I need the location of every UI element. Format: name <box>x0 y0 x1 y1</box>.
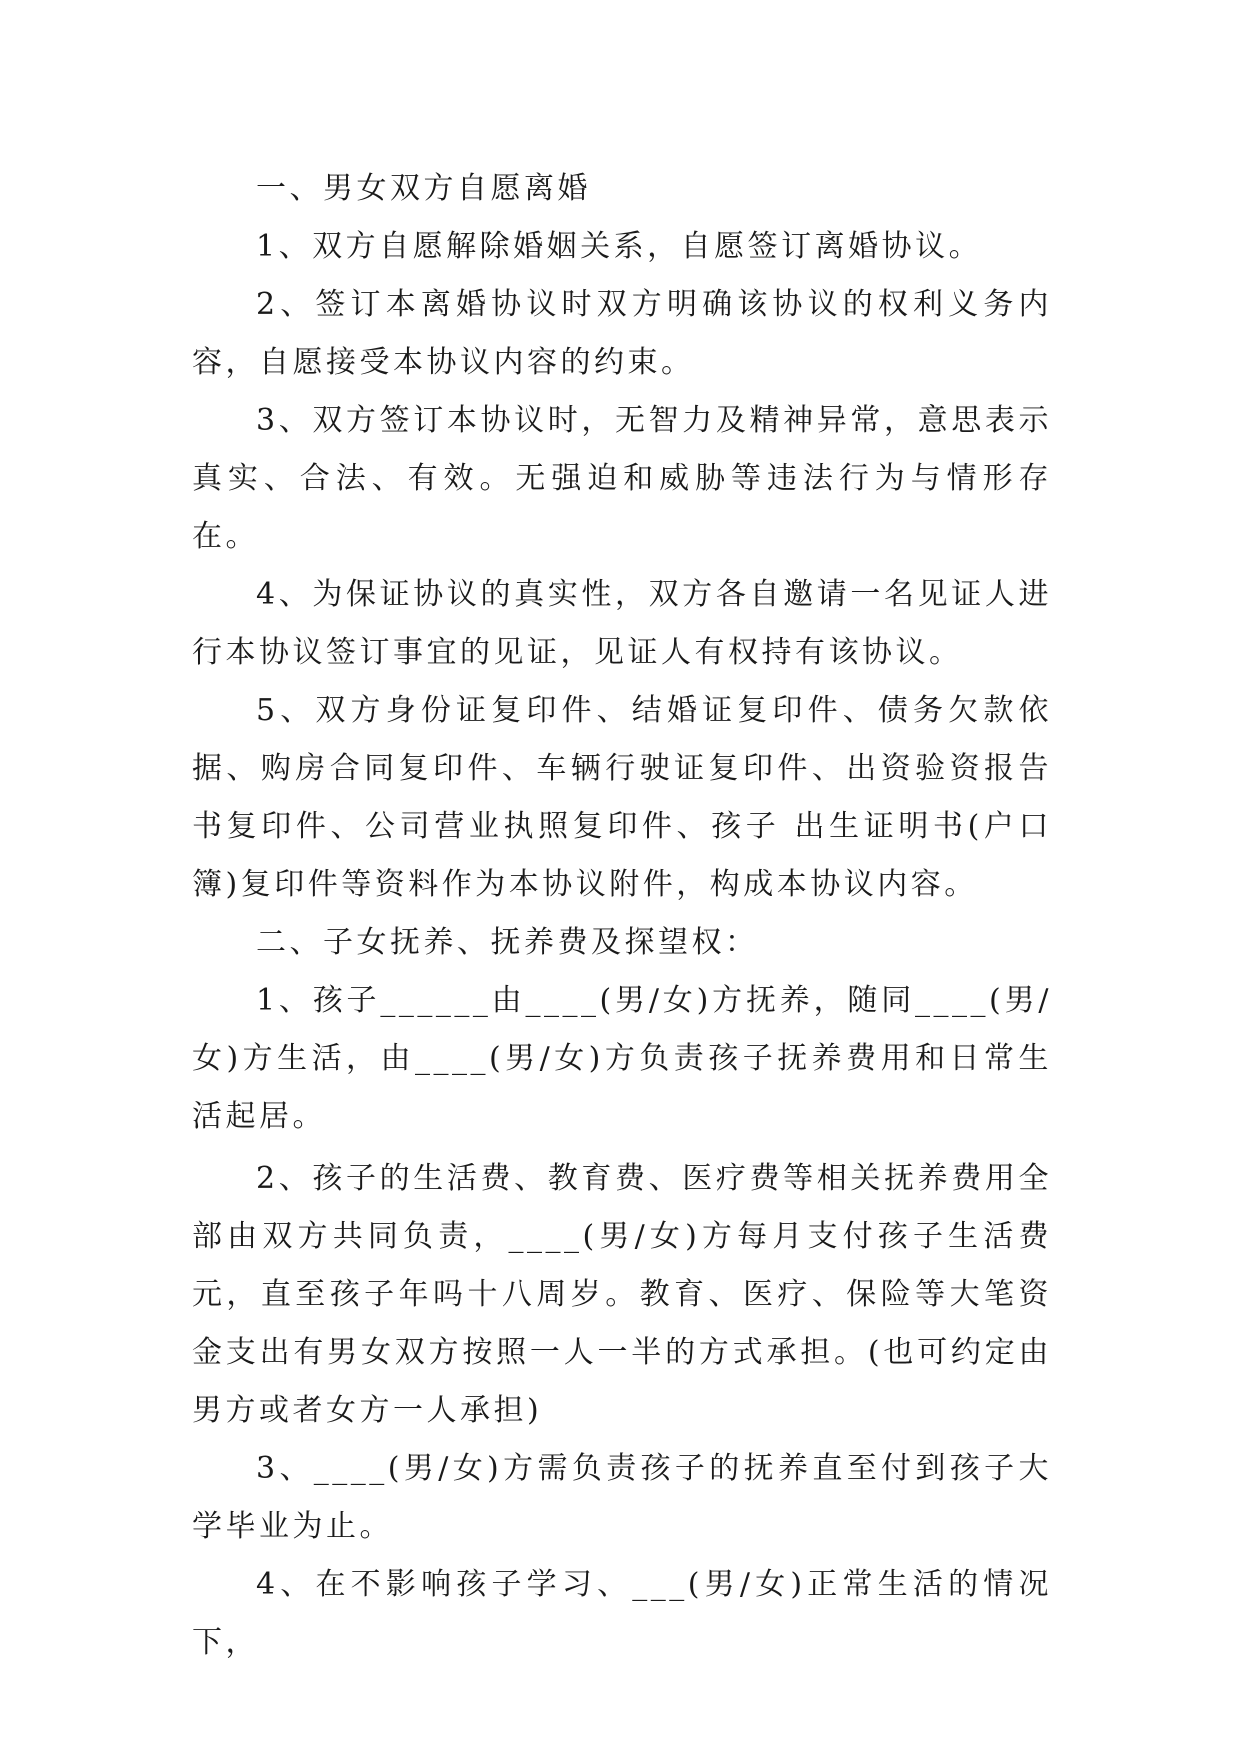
clause-1-2: 2、签订本离婚协议时双方明确该协议的权利义务内容，自愿接受本协议内容的约束。 <box>192 287 1052 380</box>
clause-1-4: 4、为保证协议的真实性，双方各自邀请一名见证人进行本协议签订事宜的见证，见证人有权持有该协议。 <box>192 577 1052 670</box>
clause-2-1: 1、孩子______由____(男/女)方抚养，随同____(男/女)方生活，由____(男/女)方负责孩子抚养费用和日常生活起居。 <box>192 983 1052 1134</box>
clause-1-3: 3、双方签订本协议时，无智力及精神异常，意思表示真实、合法、有效。无强迫和威胁等违法行为与情形存在。 <box>192 403 1052 554</box>
section-heading-voluntary-divorce: 一、男女双方自愿离婚 <box>256 171 591 206</box>
clause-1-5: 5、双方身份证复印件、结婚证复印件、债务欠款依据、购房合同复印件、车辆行驶证复印件、出资验资报告书复印件、公司营业执照复印件、孩子 出生证明书(户口簿)复印件等资料作为本协议附件，构成本协议内容。 <box>192 693 1052 902</box>
clause-1-1: 1、双方自愿解除婚姻关系，自愿签订离婚协议。 <box>256 229 983 264</box>
clause-2-4: 4、在不影响孩子学习、___(男/女)正常生活的情况下， <box>192 1567 1052 1660</box>
clause-2-2: 2、孩子的生活费、教育费、医疗费等相关抚养费用全部由双方共同负责，____(男/女)方每月支付孩子生活费 元，直至孩子年吗十八周岁。教育、医疗、保险等大笔资金支出有男女双方按照一人一半的方式承担。(也可约定由男方或者女方一人承担) <box>192 1161 1052 1428</box>
section-heading-child-custody: 二、子女抚养、抚养费及探望权： <box>256 925 759 960</box>
document-body <box>192 160 1052 1672</box>
clause-2-3: 3、____(男/女)方需负责孩子的抚养直至付到孩子大学毕业为止。 <box>192 1451 1052 1544</box>
